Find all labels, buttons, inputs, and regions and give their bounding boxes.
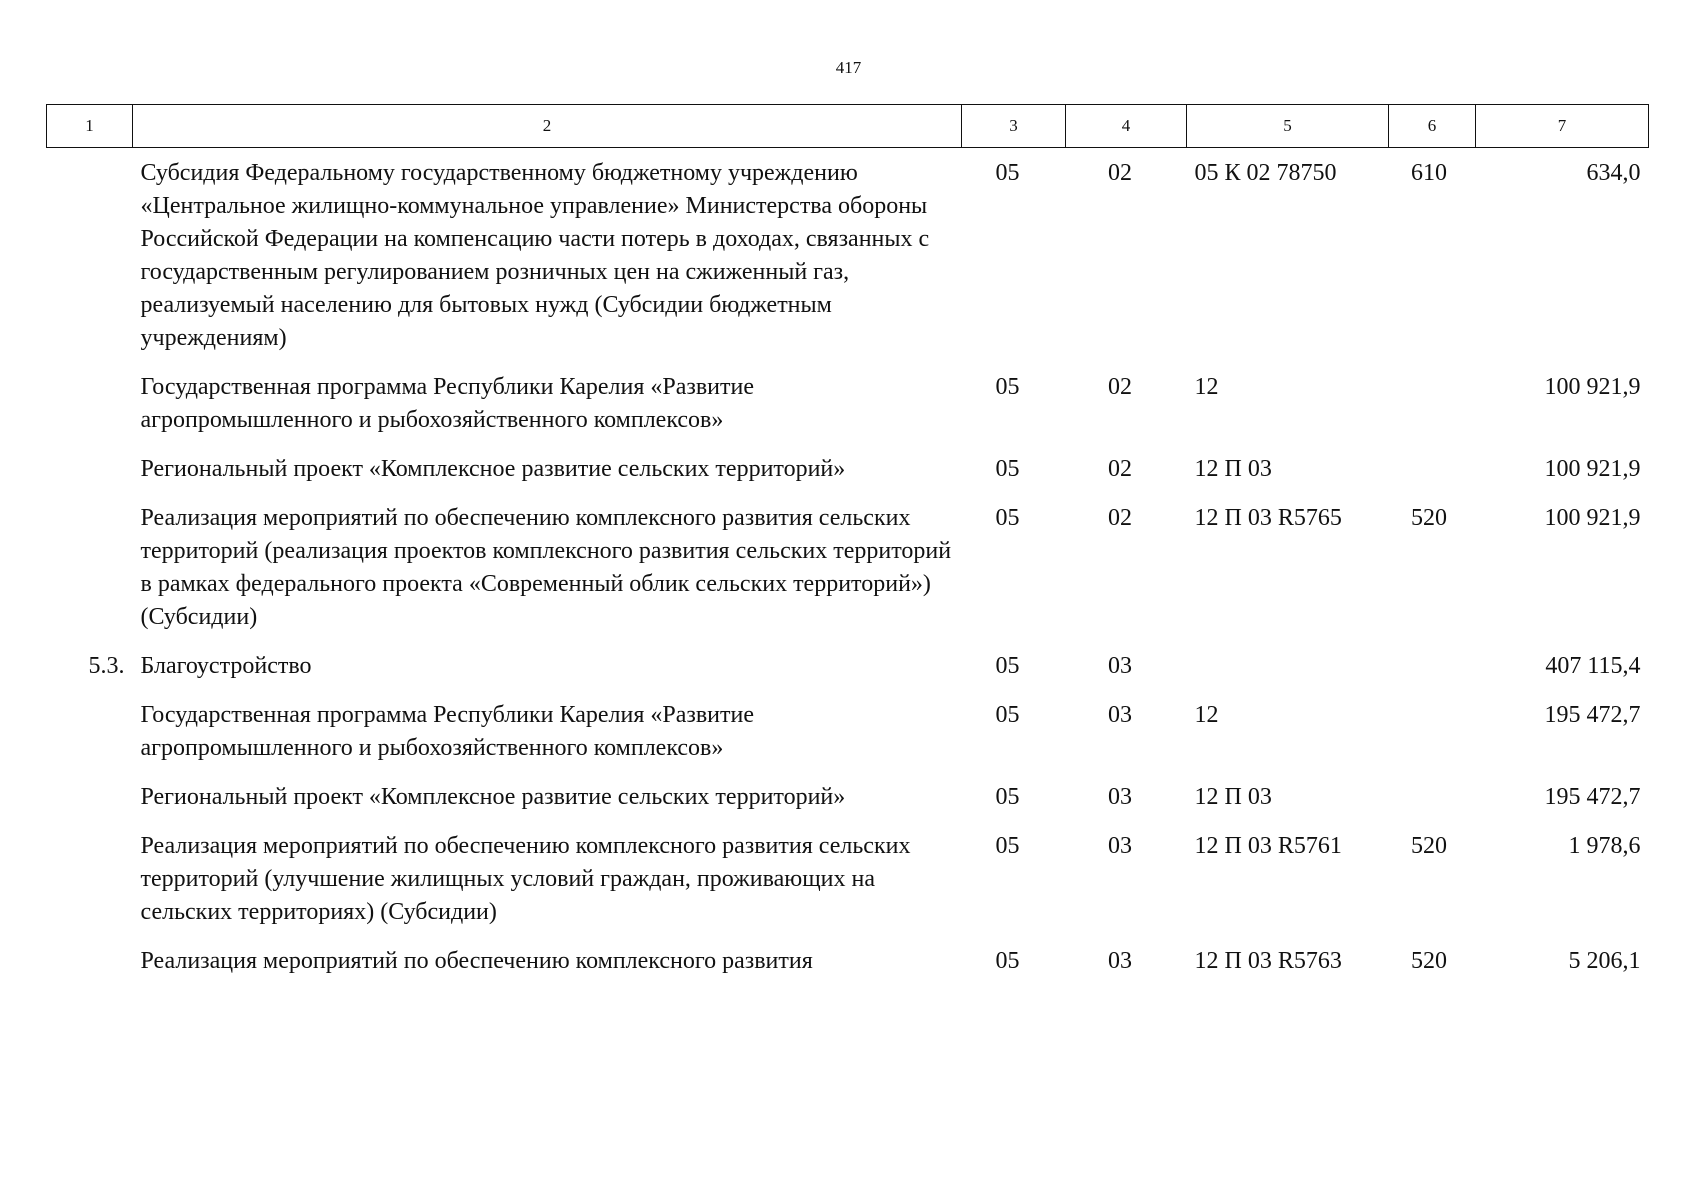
row-target-article: 12 (1194, 374, 1219, 400)
row-number (47, 945, 133, 994)
row-amount: 100 921,9 (1544, 456, 1641, 482)
row-number (47, 148, 133, 372)
row-amount: 195 472,7 (1544, 702, 1641, 728)
row-number (47, 699, 133, 781)
row-number (47, 502, 133, 650)
row-number: 5.3. (88, 653, 125, 679)
row-name: Региональный проект «Комплексное развитие сельских территорий» (140, 456, 846, 482)
row-expense-type (1389, 371, 1476, 453)
row-section: 05 (995, 833, 1020, 859)
row-subsection: 03 (1108, 833, 1132, 859)
row-target-article: 12 П 03 R5761 (1194, 833, 1342, 859)
page-number: 417 (835, 58, 862, 77)
row-section: 05 (995, 784, 1020, 810)
row-section: 05 (995, 702, 1020, 728)
table-row (47, 502, 1649, 650)
row-number (47, 830, 133, 945)
row-subsection: 03 (1108, 948, 1132, 974)
row-target-article: 12 П 03 R5765 (1194, 505, 1342, 531)
row-subsection: 03 (1108, 653, 1132, 679)
row-subsection: 02 (1108, 374, 1132, 400)
table-row (47, 650, 1649, 699)
row-amount: 407 115,4 (1545, 653, 1641, 679)
row-number (47, 453, 133, 502)
row-name: Государственная программа Республики Карелия «Развитие агропромышленного и рыбохозяйственного комплексов» (140, 702, 755, 761)
row-expense-type: 520 (1411, 833, 1447, 859)
row-name: Реализация мероприятий по обеспечению комплексного развития (140, 948, 813, 974)
row-target-article: 12 П 03 R5763 (1194, 948, 1342, 974)
row-expense-type: 520 (1411, 505, 1447, 531)
header-col-6: 6 (1389, 105, 1476, 148)
row-section: 05 (995, 160, 1020, 186)
header-col-5: 5 (1187, 105, 1389, 148)
row-name: Реализация мероприятий по обеспечению комплексного развития сельских территорий (реализация проектов комплексного развития сельских территорий в рамках федерального проекта «Современный облик сельских территорий») (Субсидии) (140, 505, 952, 630)
row-amount: 634,0 (1586, 160, 1641, 186)
header-col-4: 4 (1066, 105, 1187, 148)
table-row (47, 148, 1649, 372)
header-col-2: 2 (133, 105, 962, 148)
row-expense-type: 520 (1411, 948, 1447, 974)
row-target-article: 12 П 03 (1194, 784, 1272, 810)
row-expense-type (1389, 650, 1476, 699)
row-subsection: 02 (1108, 160, 1132, 186)
row-section: 05 (995, 456, 1020, 482)
row-section: 05 (995, 505, 1020, 531)
row-name: Государственная программа Республики Карелия «Развитие агропромышленного и рыбохозяйственного комплексов» (140, 374, 755, 433)
row-amount: 100 921,9 (1544, 505, 1641, 531)
table-row (47, 781, 1649, 830)
row-section: 05 (995, 653, 1020, 679)
table-row (47, 945, 1649, 994)
row-target-article (1187, 650, 1389, 699)
table-row (47, 371, 1649, 453)
row-amount: 100 921,9 (1544, 374, 1641, 400)
row-subsection: 02 (1108, 505, 1132, 531)
row-name: Благоустройство (140, 653, 312, 679)
row-section: 05 (995, 948, 1020, 974)
header-row (47, 105, 1649, 148)
row-expense-type: 610 (1411, 160, 1447, 186)
row-amount: 5 206,1 (1568, 948, 1641, 974)
row-subsection: 03 (1108, 784, 1132, 810)
table-row (47, 453, 1649, 502)
row-section: 05 (995, 374, 1020, 400)
row-amount: 195 472,7 (1544, 784, 1641, 810)
row-target-article: 12 П 03 (1194, 456, 1272, 482)
table-row (47, 830, 1649, 945)
row-amount: 1 978,6 (1568, 833, 1641, 859)
row-subsection: 02 (1108, 456, 1132, 482)
row-target-article: 12 (1194, 702, 1219, 728)
row-number (47, 371, 133, 453)
table-row (47, 699, 1649, 781)
row-target-article: 05 К 02 78750 (1194, 160, 1337, 186)
header-col-1: 1 (47, 105, 133, 148)
row-expense-type (1389, 781, 1476, 830)
row-name: Реализация мероприятий по обеспечению комплексного развития сельских территорий (улучшение жилищных условий граждан, проживающих на сельских территориях) (Субсидии) (140, 833, 911, 925)
row-name: Региональный проект «Комплексное развитие сельских территорий» (140, 784, 846, 810)
header-col-3: 3 (962, 105, 1066, 148)
row-expense-type (1389, 453, 1476, 502)
budget-table (46, 104, 1649, 994)
row-name: Субсидия Федеральному государственному бюджетному учреждению «Центральное жилищно-коммунальное управление» Министерства обороны Российской Федерации на компенсацию части потерь в доходах, связанных с государственным регулированием розничных цен на сжиженный газ, реализуемый населению для бытовых нужд (Субсидии бюджетным учреждениям) (140, 160, 930, 351)
row-expense-type (1389, 699, 1476, 781)
row-number (47, 781, 133, 830)
row-subsection: 03 (1108, 702, 1132, 728)
header-col-7: 7 (1476, 105, 1649, 148)
